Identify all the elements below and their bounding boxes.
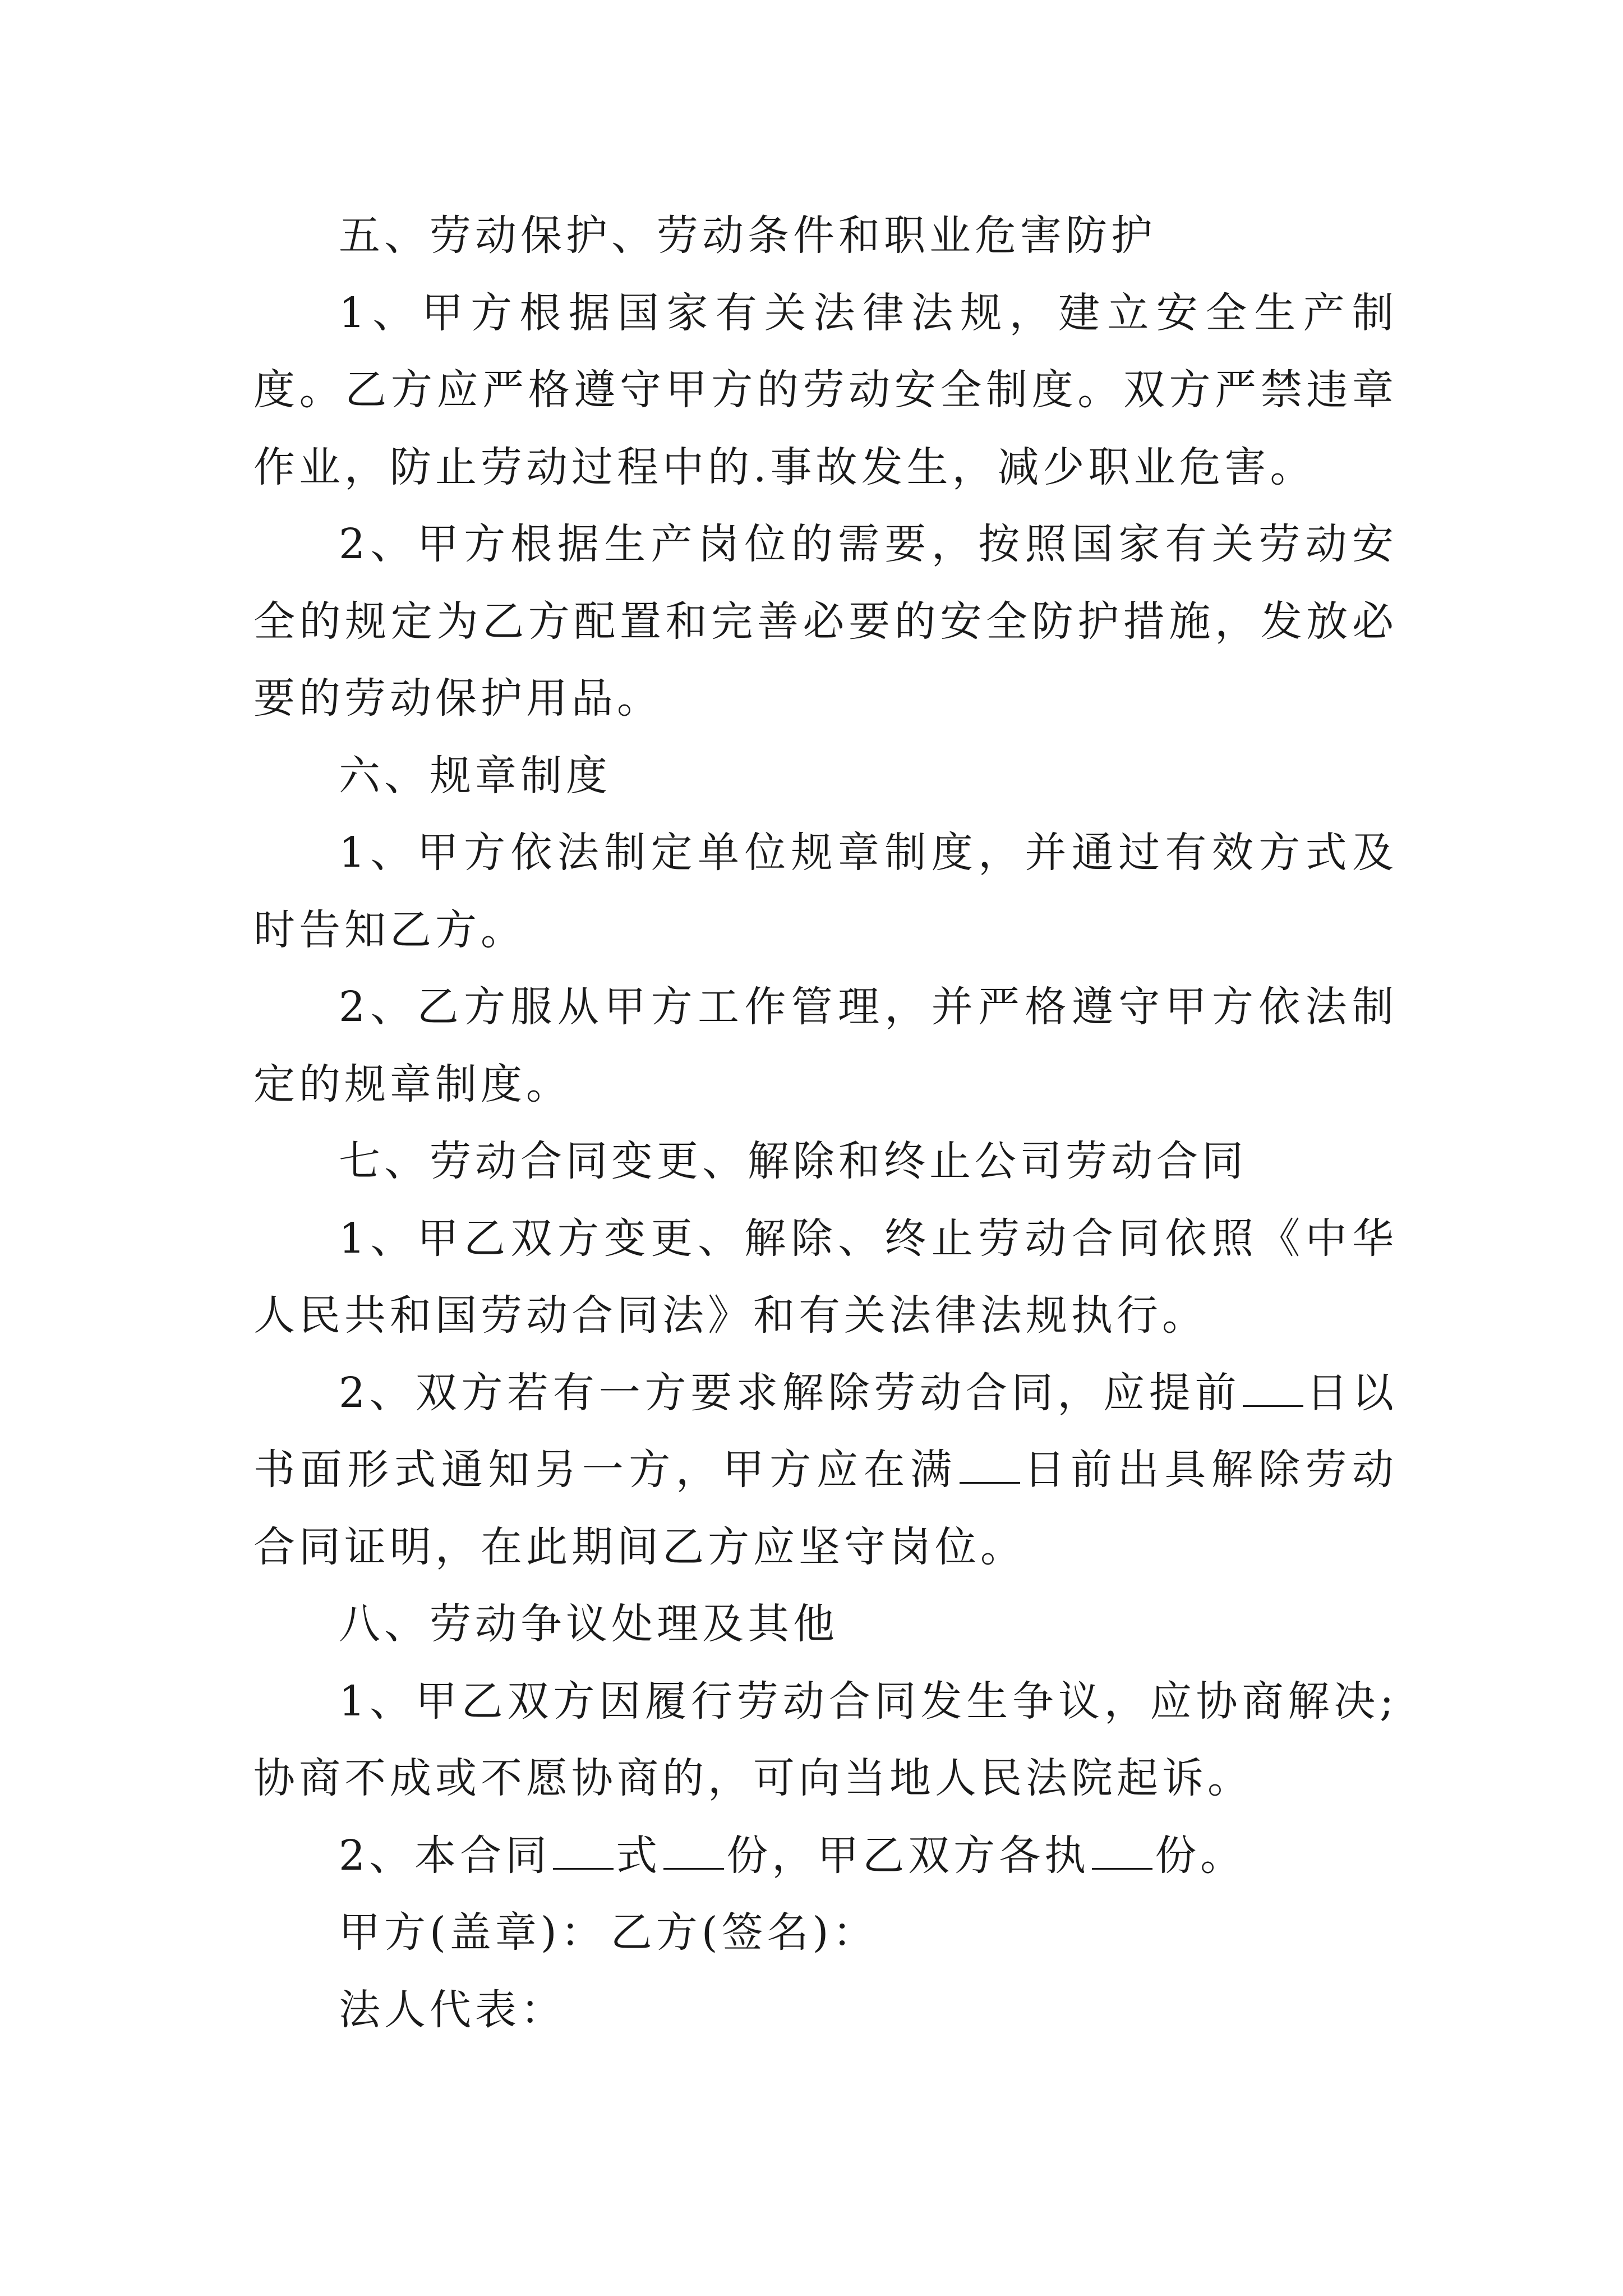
clause-8-2 (253, 1818, 1398, 1895)
clause-7-2 (253, 1355, 1398, 1586)
clause-8-2-part3: 份，甲乙双方各执 (726, 1831, 1090, 1880)
section-heading-7: 七、劳动合同变更、解除和终止公司劳动合同 (339, 1137, 1247, 1185)
document-body (253, 197, 1398, 2049)
party-a-label: 甲方(盖章)： (339, 1908, 606, 1957)
clause-5-2: 2、甲方根据生产岗位的需要，按照国家有关劳动安全的规定为乙方配置和完善必要的安全防护措施，发放必要的劳动保护用品。 (253, 520, 1398, 723)
copies-style-blank[interactable] (553, 1829, 614, 1870)
clause-7-2-part2: 日以书面形式通知另一方，甲方应在满 (253, 1368, 1398, 1494)
clause-8-2-part2: 式 (616, 1831, 662, 1880)
section-heading-6: 六、规章制度 (339, 751, 611, 800)
clause-8-2-part4: 份。 (1155, 1831, 1246, 1880)
clause-7-2-part3: 日前出具解除劳动合同证明，在此期间乙方应坚守岗位。 (253, 1446, 1398, 1571)
signature-line-legal-rep (253, 1972, 1398, 2049)
section-heading-5: 五、劳动保护、劳动条件和职业危害防护 (339, 211, 1156, 260)
legal-rep-label: 法人代表： (339, 1985, 566, 2034)
clause-7-2-part1: 2、双方若有一方要求解除劳动合同，应提前 (339, 1368, 1241, 1417)
copies-each-blank[interactable] (1092, 1829, 1152, 1870)
clause-7-1: 1、甲乙双方变更、解除、终止劳动合同依照《中华人民共和国劳动合同法》和有关法律法规执行。 (253, 1214, 1398, 1340)
clause-6-2: 2、乙方服从甲方工作管理，并严格遵守甲方依法制定的规章制度。 (253, 983, 1398, 1108)
copies-count-blank[interactable] (663, 1829, 724, 1870)
notice-days-blank[interactable] (1243, 1366, 1303, 1407)
certificate-days-blank[interactable] (960, 1443, 1020, 1484)
signature-line-parties (253, 1894, 1398, 1972)
clause-8-1: 1、甲乙双方因履行劳动合同发生争议，应协商解决;协商不成或不愿协商的，可向当地人民法院起诉。 (253, 1677, 1398, 1802)
party-b-label: 乙方(签名)： (610, 1908, 878, 1957)
clause-5-1: 1、甲方根据国家有关法律法规，建立安全生产制度。乙方应严格遵守甲方的劳动安全制度。双方严禁违章作业，防止劳动过程中的.事故发生，减少职业危害。 (253, 288, 1398, 491)
clause-6-1: 1、甲方依法制定单位规章制度，并通过有效方式及时告知乙方。 (253, 829, 1398, 954)
section-heading-8: 八、劳动争议处理及其他 (339, 1600, 838, 1648)
clause-8-2-part1: 2、本合同 (339, 1831, 551, 1880)
